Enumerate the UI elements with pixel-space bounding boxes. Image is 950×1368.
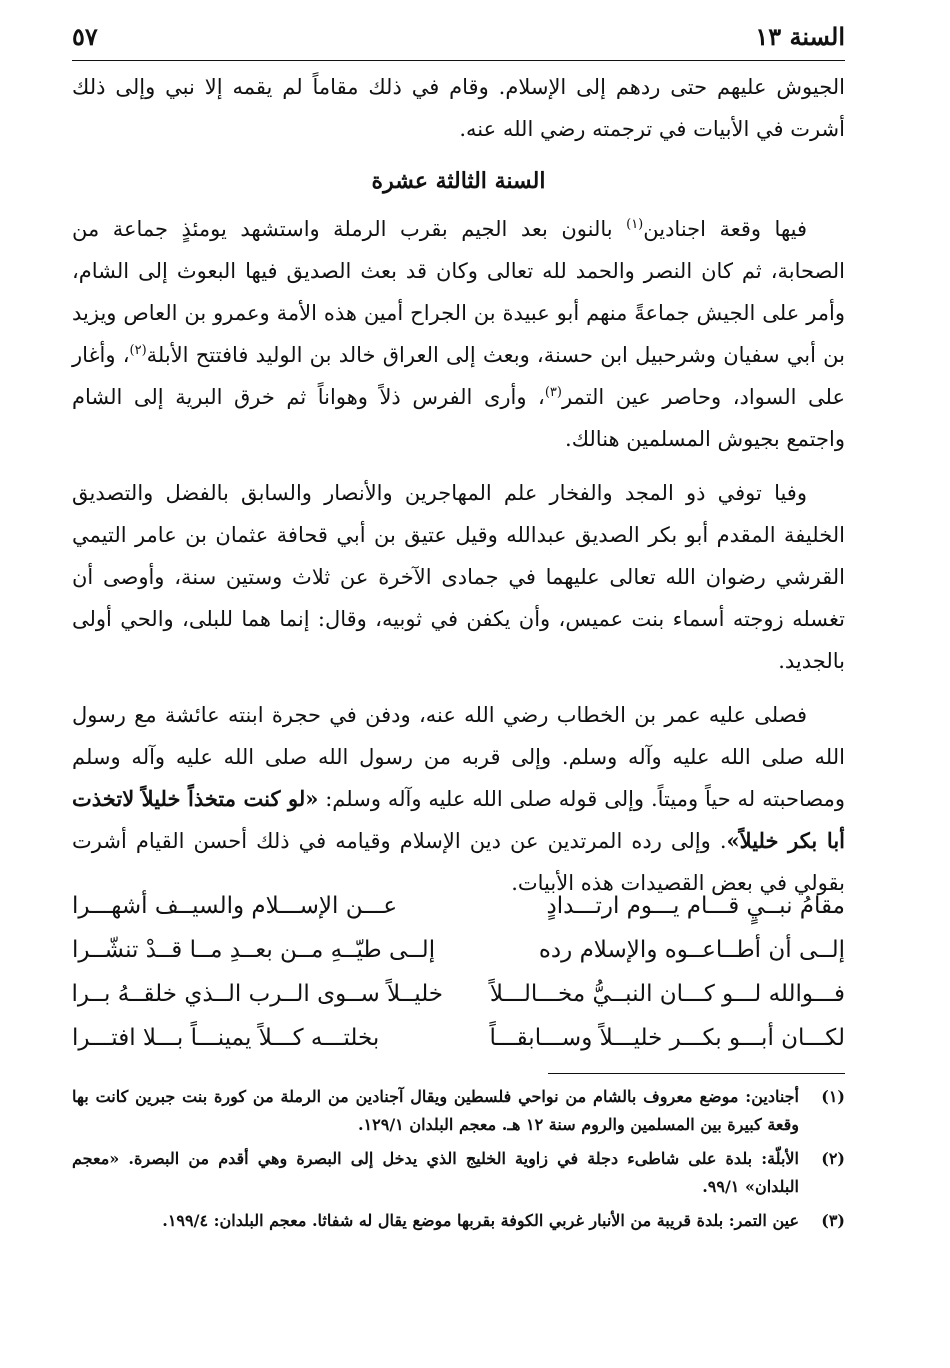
footnote-number: (١) [821, 1087, 845, 1106]
paragraph-year-13 [72, 208, 845, 460]
section-heading: السنة الثالثة عشرة [371, 168, 546, 194]
hemistich-first: إلــى أن أطــاعــوه والإسلام رده [538, 937, 845, 963]
footnote-ref-3: (٣) [544, 385, 562, 400]
footnote-text: عين التمر: بلدة قريبة من الأنبار غربي الكوفة بقربها موضع يقال له شفاثا. معجم البلدان: ١٩٩/٤. [162, 1211, 799, 1230]
paragraph-text: فيها وقعة اجنادين [643, 217, 807, 241]
page-number: ٥٧ [72, 22, 98, 51]
hemistich-first: فـــوالله لـــو كـــان النبــيُّ مخـــالـــلاً [489, 981, 845, 1007]
page-header [72, 22, 845, 56]
paragraph-text: فصلى عليه عمر بن الخطاب رضي الله عنه، ودفن في حجرة ابنته عائشة مع رسول الله صلى الله عليه وآله وسلم. وإلى قربه من رسول الله صلى الله عليه وآله وسلم ومصاحبته له حياً وميتاً. وإلى قوله صلى الله عليه وآله وسلم: [72, 703, 845, 811]
hemistich-second: خليــلاً ســوى الــرب الــذي خلقــهُ بــرا [71, 981, 444, 1007]
hadith-quote: «لو كنت متخذاً خليلاً لاتخذت أبا بكر خليلاً» [72, 786, 845, 853]
hemistich-second: إلــى طيّــهِ مــن بعــدِ مــا قــدْ تنشّــرا [72, 937, 436, 963]
paragraph-death: وفيا توفي ذو المجد والفخار علم المهاجرين والأنصار والسابق بالفضل والتصديق الخليفة المقدم أبو بكر الصديق عبدالله وقيل عتيق بن أبي قحافة عثمان بن عامر التيمي القرشي رضوان الله تعالى عليهما في جمادى الآخرة عن ثلاث وستين سنة، وأوصى أن تغسله زوجته أسماء بنت عميس، وأن يكفن في ثوبيه، وقال: إنما هما للبلى، والحي أولى بالجديد. [72, 481, 845, 673]
footnote [72, 1083, 845, 1139]
hemistich-first: لكـــان أبـــو بكـــر خليـــلاً وســـابقـــاً [489, 1025, 845, 1051]
footnote-rule [548, 1073, 845, 1074]
footnotes [72, 1083, 845, 1241]
poem-line [72, 1016, 845, 1060]
footnote-ref-2: (٢) [129, 343, 147, 358]
poem-line [72, 884, 845, 928]
header-rule [72, 60, 845, 61]
hemistich-second: عـــن الإســـلام والسيــف أشهـــرا [72, 893, 398, 919]
footnote [72, 1207, 845, 1235]
poem-line [72, 928, 845, 972]
hemistich-second: بخلتـــه كـــلاً يمينـــاً بـــلا افتـــرا [72, 1025, 380, 1051]
paragraph-burial [72, 694, 845, 904]
footnote-number: (٣) [821, 1211, 845, 1230]
footnote-ref-1: (١) [626, 217, 644, 232]
main-text [72, 66, 845, 904]
footnote-number: (٢) [821, 1149, 845, 1168]
paragraph-text: بالنون بعد الجيم بقرب الرملة واستشهد يومئذٍ جماعة من الصحابة، ثم كان النصر والحمد لله تعالى وكان قد بعث الصديق فيها البعوث إلى الشام، وأمر على الجيش جماعةً منهم أبو عبيدة بن الجراح أمين هذه الأمة وعمرو بن العاص ويزيد بن أبي سفيان وشرحبيل ابن حسنة، وبعث إلى العراق خالد بن الوليد فافتتح الأبلة [72, 217, 846, 367]
hemistich-first: مقامُ نبــيٍ قـــام يـــوم ارتـــدادٍ [546, 893, 845, 919]
poem [72, 884, 845, 1060]
footnote-text: الأبلّة: بلدة على شاطىء دجلة في زاوية الخليج الذي يدخل إلى البصرة وهي أقدم من البصرة. «معجم البلدان» ٩٩/١. [72, 1149, 799, 1196]
running-title: السنة ١٣ [755, 22, 845, 51]
paragraph-text: ، وأرى الفرس ذلاً وهواناً ثم خرق البرية إلى الشام واجتمع بجيوش المسلمين هنالك. [72, 385, 845, 451]
paragraph-text: ، وأغار على السواد، وحاصر عين التمر [72, 343, 845, 409]
footnote-text: أجنادين: موضع معروف بالشام من نواحي فلسطين ويقال آجنادين من الرملة من كورة بنت جبرين كانت بها وقعة كبيرة بين المسلمين والروم سنة ١٢ هـ. معجم البلدان ١٢٩/١. [72, 1087, 799, 1134]
footnote [72, 1145, 845, 1201]
paragraph-text: . وإلى رده المرتدين عن دين الإسلام وقيامه في ذلك أحسن القيام أشرت بقولي في بعض القصيدات هذه الأبيات. [72, 829, 845, 895]
poem-line [72, 972, 845, 1016]
paragraph-continuation: الجيوش عليهم حتى ردهم إلى الإسلام. وقام في ذلك مقاماً لم يقمه إلا نبي وإلى ذلك أشرت في الأبيات في ترجمته رضي الله عنه. [72, 75, 845, 141]
